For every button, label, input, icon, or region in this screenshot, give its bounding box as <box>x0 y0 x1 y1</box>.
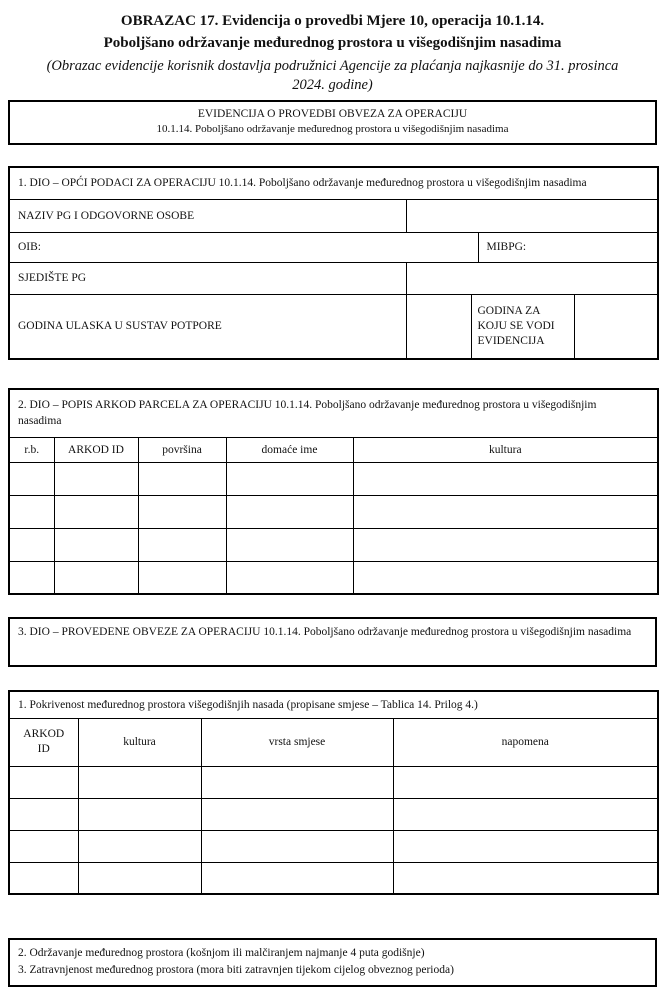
table-row <box>9 766 658 798</box>
obligation-line-3: 3. Zatravnjenost međurednog prostora (mora biti zatravnjen tijekom cijelog obveznog perioda) <box>18 964 454 976</box>
empty-cell <box>78 798 201 830</box>
empty-cell <box>393 862 658 894</box>
pokrivenost-columns-row <box>9 718 658 766</box>
empty-cell <box>226 528 353 561</box>
naziv-row <box>9 199 658 232</box>
empty-cell <box>9 766 78 798</box>
empty-cell <box>393 830 658 862</box>
col-rb: r.b. <box>9 437 54 462</box>
col-arkod-id: ARKOD ID <box>9 718 78 766</box>
empty-cell <box>54 462 138 495</box>
col-kultura: kultura <box>78 718 201 766</box>
form-title-line1: OBRAZAC 17. Evidencija o provedbi Mjere 10, operacija 10.1.14. <box>120 13 545 29</box>
sjediste-row <box>9 262 658 294</box>
pokrivenost-title-row <box>9 691 658 718</box>
empty-cell <box>78 862 201 894</box>
section3-header-text: 3. DIO – PROVEDENE OBVEZE ZA OPERACIJU 10.1.14. Poboljšano održavanje međurednog prostora u višegodišnjim nasadima <box>18 626 632 638</box>
empty-cell <box>9 561 54 594</box>
empty-cell <box>78 766 201 798</box>
form-subtitle-line2: 2024. godine) <box>292 77 373 93</box>
section1-header: 1. DIO – OPĆI PODACI ZA OPERACIJU 10.1.14. Poboljšano održavanje međurednog prostora u višegodišnjim nasadima <box>9 167 658 199</box>
empty-cell <box>9 462 54 495</box>
empty-cell <box>54 561 138 594</box>
empty-cell <box>138 561 226 594</box>
evidencija-box-line2: 10.1.14. Poboljšano održavanje međurednog prostora u višegodišnjim nasadima <box>156 123 509 135</box>
empty-cell <box>54 528 138 561</box>
naziv-value-cell <box>406 199 658 232</box>
obligation-line-2: 2. Održavanje međurednog prostora (košnjom ili malčiranjem najmanje 4 puta godišnje) <box>18 947 425 959</box>
form-subtitle-line1: (Obrazac evidencije korisnik dostavlja podružnici Agencije za plaćanja najkasnije do 31. prosinca <box>46 58 619 74</box>
section1-table <box>8 166 659 360</box>
empty-cell <box>9 798 78 830</box>
empty-cell <box>226 495 353 528</box>
table-row <box>9 462 658 495</box>
col-domace-ime: domaće ime <box>226 437 353 462</box>
table-row <box>9 862 658 894</box>
empty-cell <box>353 462 658 495</box>
section2-columns-row <box>9 437 658 462</box>
section1-header-row <box>9 167 658 199</box>
empty-cell <box>226 462 353 495</box>
table-row <box>9 561 658 594</box>
evidencija-box-line1: EVIDENCIJA O PROVEDBI OBVEZA ZA OPERACIJU <box>197 108 468 120</box>
section2-header <box>9 389 658 437</box>
godina-ulaska-label: GODINA ULASKA U SUSTAV POTPORE <box>9 294 406 359</box>
empty-cell <box>9 528 54 561</box>
empty-cell <box>201 862 393 894</box>
sjediste-label: SJEDIŠTE PG <box>9 262 406 294</box>
empty-cell <box>138 528 226 561</box>
empty-cell <box>353 528 658 561</box>
oib-row <box>9 232 658 262</box>
empty-cell <box>226 561 353 594</box>
table-row <box>9 495 658 528</box>
section2-header-row <box>9 389 658 437</box>
empty-cell <box>9 862 78 894</box>
empty-cell <box>9 830 78 862</box>
naziv-label: NAZIV PG I ODGOVORNE OSOBE <box>9 199 406 232</box>
form-subtitle <box>8 57 657 95</box>
form-title-line2: Poboljšano održavanje međurednog prostora u višegodišnjim nasadima <box>103 35 562 51</box>
godina-evidencija-label: GODINA ZA KOJU SE VODI EVIDENCIJA <box>471 294 574 359</box>
empty-cell <box>353 561 658 594</box>
sjediste-value-cell <box>406 262 658 294</box>
empty-cell <box>393 798 658 830</box>
section2-header-text: 2. DIO – POPIS ARKOD PARCELA ZA OPERACIJU 10.1.14. Poboljšano održavanje međurednog prostora u višegodišnjim nasadima <box>18 399 597 428</box>
empty-cell <box>201 766 393 798</box>
oib-label: OIB: <box>9 232 478 262</box>
table-row <box>9 528 658 561</box>
godina-ulaska-value-cell <box>406 294 471 359</box>
empty-cell <box>201 798 393 830</box>
mibpg-label: MIBPG: <box>478 232 658 262</box>
empty-cell <box>353 495 658 528</box>
empty-cell <box>393 766 658 798</box>
section3-header-box <box>8 617 657 667</box>
col-arkod-id: ARKOD ID <box>54 437 138 462</box>
empty-cell <box>54 495 138 528</box>
pokrivenost-title: 1. Pokrivenost međurednog prostora višegodišnjih nasada (propisane smjese – Tablica 14. Prilog 4.) <box>9 691 658 718</box>
empty-cell <box>138 462 226 495</box>
col-vrsta-smjese: vrsta smjese <box>201 718 393 766</box>
col-kultura: kultura <box>353 437 658 462</box>
table-row <box>9 798 658 830</box>
godina-row <box>9 294 658 359</box>
pokrivenost-table <box>8 690 659 895</box>
table-row <box>9 830 658 862</box>
col-povrsina: površina <box>138 437 226 462</box>
empty-cell <box>138 495 226 528</box>
godina-evidencija-value-cell <box>574 294 658 359</box>
col-napomena: napomena <box>393 718 658 766</box>
section2-table <box>8 388 659 595</box>
evidencija-box <box>8 100 657 145</box>
empty-cell <box>9 495 54 528</box>
empty-cell <box>201 830 393 862</box>
empty-cell <box>78 830 201 862</box>
